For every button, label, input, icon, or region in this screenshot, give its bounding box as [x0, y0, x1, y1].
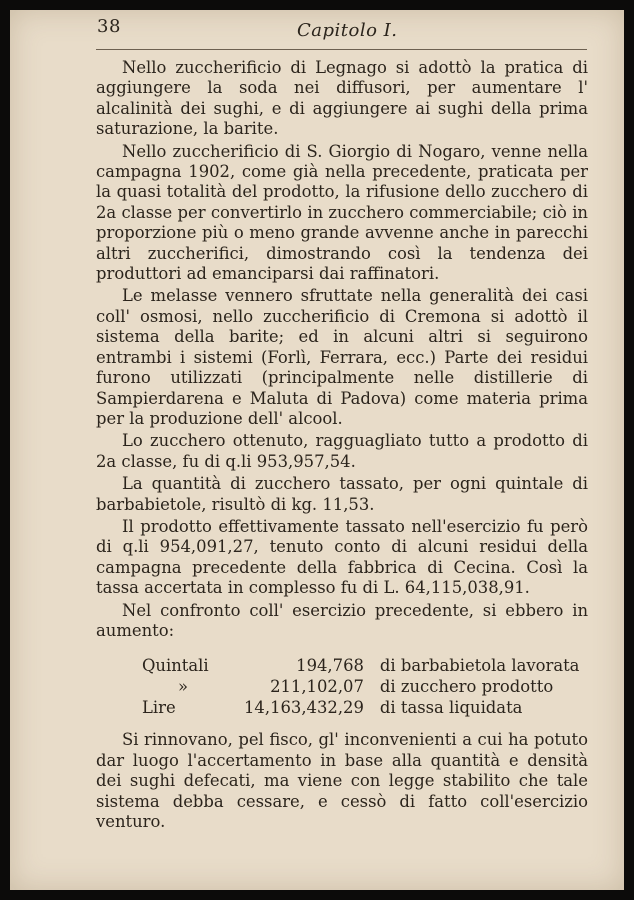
- paragraph-melasse: Le melasse vennero sfruttate nella generalità dei casi coll' osmosi, nello zuccherificio di Cremona si adottò il sistema della barite; ed in alcuni altri si seguirono entrambi i sistemi (Forlì, Ferrara, ecc.) Parte dei residui furono utilizzati (principalmente nelle distillerie di Sampierdarena e Maluta di Padova) come materia prima per la produzione dell' alcool.: [96, 286, 588, 428]
- unit-cell: Lire: [142, 698, 176, 718]
- table-row: [142, 697, 579, 718]
- paragraph-zucchero-ottenuto: Lo zucchero ottenuto, ragguagliato tutto a prodotto di 2a classe, fu di q.li 953,957,54.: [96, 431, 588, 471]
- paragraph-prodotto-tassato: Il prodotto effettivamente tassato nell'esercizio fu però di q.li 954,091,27, tenuto conto di alcuni residui della campagna precedente della fabbrica di Cecina. Così la tassa accertata in complesso fu di L. 64,115,038,91.: [96, 516, 588, 598]
- paragraph-nogaro: Nello zuccherificio di S. Giorgio di Nogaro, venne nella campagna 1902, come già nella precedente, praticata per la quasi totalità del prodotto, la rifusione dello zucchero di 2a classe per convertirlo in zucchero commerciabile; ciò in proporzione più o meno grande avvenne anche in parecchi altri zuccherifici, dimostrando così la tendenza dei produttori ad emanciparsi dai raffinatori.: [96, 141, 588, 284]
- ditto-mark-cell: »: [177, 677, 189, 697]
- table-row: [142, 676, 579, 697]
- chapter-title: Capitolo I.: [297, 20, 398, 41]
- paragraph-confronto: Nel confronto coll' esercizio precedente, si ebbero in aumento:: [96, 600, 588, 640]
- paragraph-legnago: Nello zuccherificio di Legnago si adottò la pratica di aggiungere la soda nei diffusori, per aumentare l' alcalinità dei sughi, e di aggiungere ai sughi della prima saturazione, la barite.: [96, 58, 588, 139]
- paragraph-closing: Si rinnovano, pel fisco, gl' inconvenienti a cui ha potuto dar luogo l'accertamento in base alla quantità e densità dei sughi defecati, ma viene con legge stabilito che tale sistema debba cessare, e cessò di fatto coll'esercizio venturo.: [96, 730, 588, 831]
- table-row: [142, 655, 579, 676]
- increase-table: [142, 655, 579, 718]
- paragraph-zucchero-tassato: La quantità di zucchero tassato, per ogni quintale di barbabietole, risultò di kg. 11,53.: [96, 474, 588, 514]
- page-number: 38: [97, 16, 121, 37]
- quantity-cell: 194,768: [296, 656, 364, 676]
- description-cell: di zucchero prodotto: [379, 677, 554, 697]
- quantity-cell: 14,163,432,29: [244, 698, 364, 718]
- description-cell: di barbabietola lavorata: [379, 656, 580, 676]
- unit-cell: Quintali: [142, 656, 209, 676]
- page-body: [96, 58, 588, 834]
- description-cell: di tassa liquidata: [379, 698, 523, 718]
- quantity-cell: 211,102,07: [270, 677, 364, 697]
- header-rule: [96, 49, 587, 50]
- book-page: [10, 10, 624, 890]
